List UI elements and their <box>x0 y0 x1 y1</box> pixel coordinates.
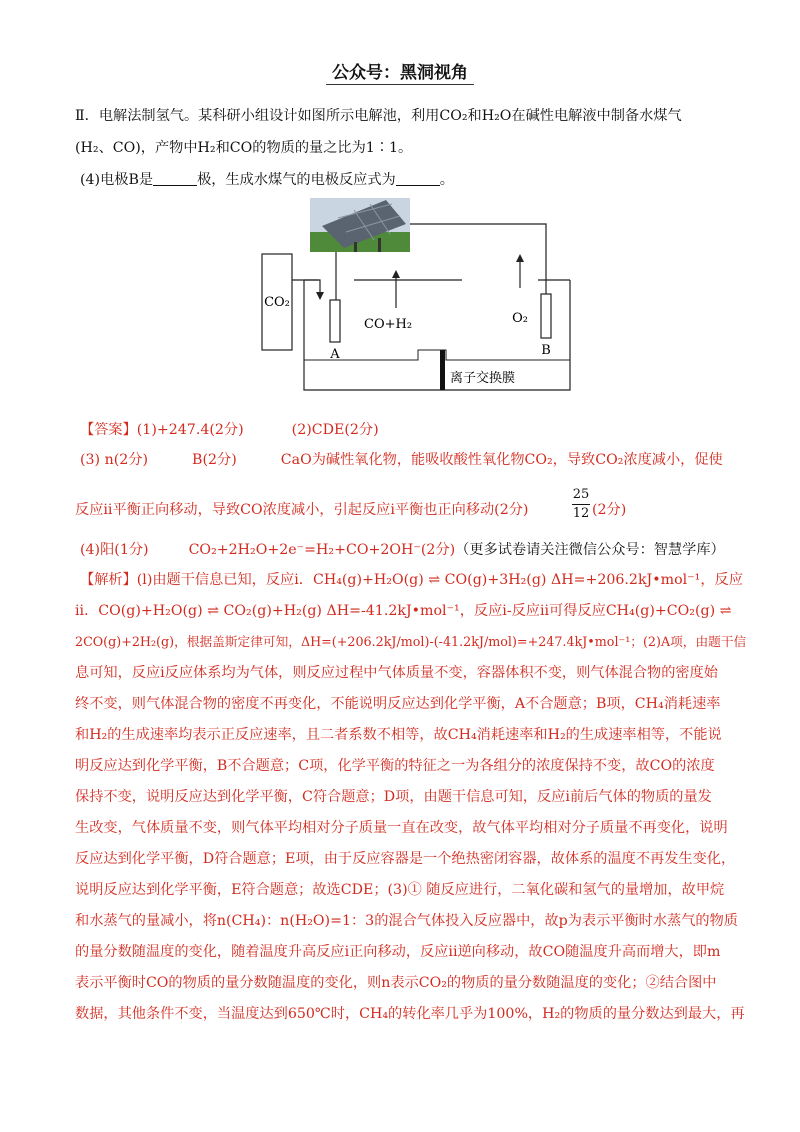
question-4-part-2: 极，生成水煤气的电极反应式为 <box>197 172 396 188</box>
question-4 <box>80 170 750 190</box>
answer-2: (2)CDE(2分) <box>291 422 379 438</box>
answer-1: (1)+247.4(2分) <box>136 422 244 438</box>
analysis-line-3: 2CO(g)+2H₂(g)，根据盖斯定律可知，ΔH=(+206.2kJ/mol)-(-41.2kJ/mol)=+247.4kJ•mol⁻¹；(2)A项，由题干信 <box>75 634 747 649</box>
question-4-part-1: (4)电极B是 <box>80 172 154 188</box>
fraction-denominator: 12 <box>572 506 590 521</box>
analysis-line-7: 明反应达到化学平衡，B不合题意；C项，化学平衡的特征之一为各组分的浓度保持不变，故CO的浓度 <box>75 758 715 774</box>
header-title: 公众号：黑洞视角 <box>326 63 474 85</box>
electrolysis-cell-diagram <box>258 196 574 392</box>
answer-fraction <box>572 487 590 522</box>
analysis-line-11: 说明反应达到化学平衡，E符合题意；故选CDE；(3)① 随反应进行，二氧化碳和氢气的量增加，故甲烷 <box>75 882 725 898</box>
answer-line-2 <box>80 450 750 470</box>
electrode-a <box>330 300 340 342</box>
ion-exchange-membrane <box>440 350 445 390</box>
electrolyte-level <box>304 350 570 360</box>
question-4-end: 。 <box>439 172 454 188</box>
electrolytic-cell <box>304 280 570 390</box>
electrode-b-label: B <box>541 343 551 358</box>
electrode-a-label: A <box>330 347 340 362</box>
analysis-tag: 【解析】 <box>80 572 137 588</box>
analysis-line-14: 表示平衡时CO的物质的量分数随温度的变化，则n表示CO₂的物质的量分数随温度的变化；②结合图中 <box>75 975 717 991</box>
answer-4-1: (4)阳(1分) <box>80 542 149 558</box>
electrode-b <box>541 294 551 338</box>
question-intro-line-1: Ⅱ．电解法制氢气。某科研小组设计如图所示电解池，利用CO₂和H₂O在碱性电解液中制备水煤气 <box>75 108 682 124</box>
analysis-line-5: 终不变，则气体混合物的密度不再变化，不能说明反应达到化学平衡，A不合题意；B项，CH₄消耗速率 <box>75 696 721 712</box>
answer-4-2: CO₂+2H₂O+2e⁻=H₂+CO+2OH⁻(2分) <box>188 542 456 558</box>
analysis-line-9: 生改变，气体质量不变，则气体平均相对分子质量一直在改变，故气体平均相对分子质量不再变化，说明 <box>75 820 728 836</box>
analysis-line-4: 息可知，反应i反应体系均为气体，则反应过程中气体质量不变，容器体积不变，则气体混合物的密度始 <box>75 665 718 681</box>
analysis-text-1: (l)由题干信息已知，反应i．CH₄(g)+H₂O(g) ⇌ CO(g)+3H₂(g) ΔH=+206.2kJ•mol⁻¹，反应 <box>136 572 743 588</box>
analysis-line-13: 的量分数随温度的变化，随着温度升高反应i正向移动，反应ii逆向移动，故CO随温度升高而增大，即m <box>75 944 721 960</box>
solar-panel-image <box>310 198 410 252</box>
wire-to-electrode-b <box>410 224 546 294</box>
fraction-score: (2分) <box>592 502 627 518</box>
analysis-line-10: 反应达到化学平衡，D符合题意；E项，由于反应容器是一个绝热密闭容器，故体系的温度不再发生变化， <box>75 851 736 867</box>
oxygen-label: O₂ <box>512 311 528 326</box>
answer-3-4: 反应ii平衡正向移动，导致CO浓度减小，引起反应i平衡也正向移动(2分) <box>75 502 529 518</box>
analysis-line-2: ii．CO(g)+H₂O(g) ⇌ CO₂(g)+H₂(g) ΔH=-41.2kJ•mol⁻¹，反应i-反应ii可得反应CH₄(g)+CO₂(g) ⇌ <box>75 603 732 619</box>
answer-4-note: （更多试卷请关注微信公众号：智慧学库） <box>455 542 725 558</box>
answer-3-3: CaO为碱性氧化物，能吸收酸性氧化物CO₂，导致CO₂浓度减小，促使 <box>280 452 723 468</box>
answer-line-4 <box>80 540 750 560</box>
answer-blank-2 <box>396 172 440 186</box>
page-header <box>0 58 800 83</box>
answer-3-1: (3) n(2分) <box>80 452 149 468</box>
analysis-line-12: 和水蒸气的量减小，将n(CH₄)：n(H₂O)=1：3的混合气体投入反应器中，故p为表示平衡时水蒸气的物质 <box>75 913 738 929</box>
co2-feed-arrow <box>316 292 324 300</box>
answer-3-2: B(2分) <box>192 452 237 468</box>
product-outlet-arrow <box>392 270 400 278</box>
oxygen-outlet-arrow <box>516 254 524 262</box>
answer-tag: 【答案】 <box>80 422 137 438</box>
answer-blank-1 <box>153 172 197 186</box>
co2-feed-pipe <box>292 280 320 296</box>
analysis-line-1 <box>80 570 750 590</box>
fraction-numerator: 25 <box>572 487 590 502</box>
answer-line-1 <box>80 420 750 440</box>
analysis-line-8: 保持不变，说明反应达到化学平衡，C符合题意；D项，由题干信息可知，反应i前后气体的物质的量发 <box>75 789 712 805</box>
question-intro-line-2: (H₂、CO)，产物中H₂和CO的物质的量之比为1∶1。 <box>75 140 413 156</box>
co2-label: CO₂ <box>264 295 290 310</box>
analysis-line-6: 和H₂的生成速率均表示正反应速率，且二者系数不相等，故CH₄消耗速率和H₂的生成速率相等，不能说 <box>75 727 722 743</box>
membrane-label: 离子交换膜 <box>450 371 516 386</box>
product-label: CO+H₂ <box>364 317 413 332</box>
analysis-line-15: 数据，其他条件不变，当温度达到650℃时，CH₄的转化率几乎为100%，H₂的物质的量分数达到最大，再 <box>75 1006 745 1022</box>
